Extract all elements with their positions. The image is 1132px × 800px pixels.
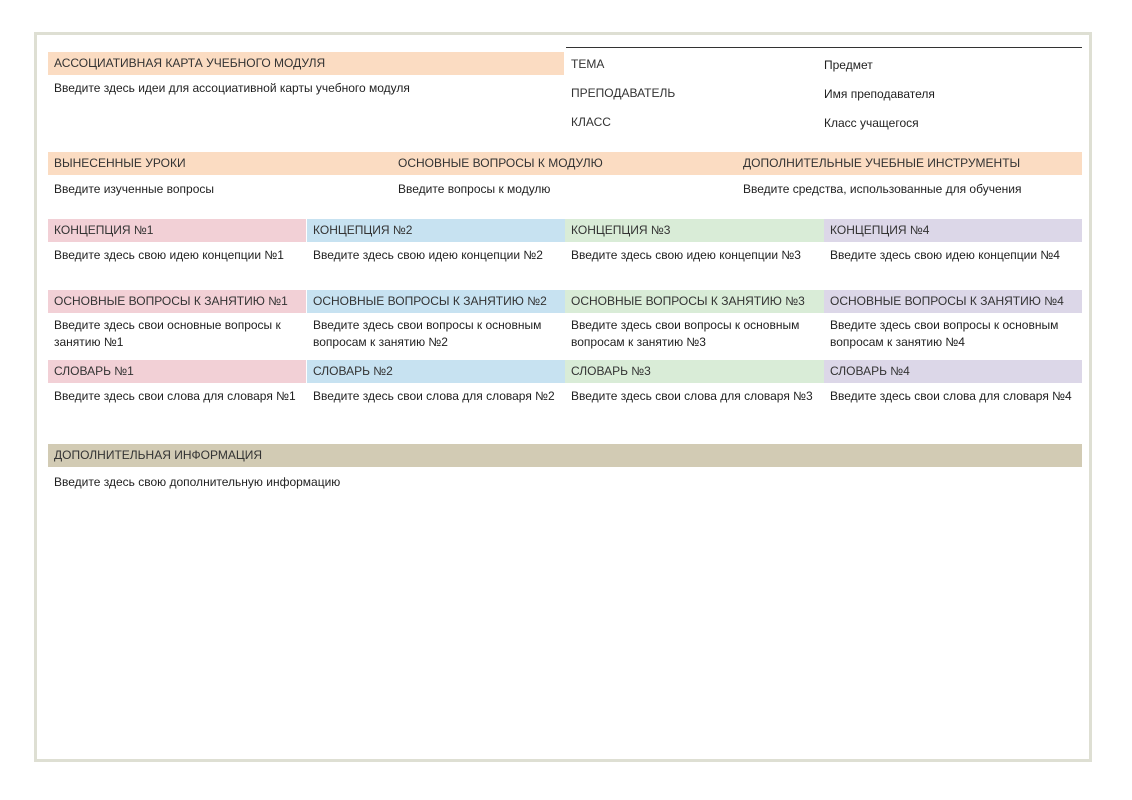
topic-label: ТЕМА (571, 57, 605, 71)
vocabulary-4-header (824, 360, 1082, 383)
lessons-title: ВЫНЕСЕННЫЕ УРОКИ (54, 156, 186, 170)
vocabulary-1-text[interactable]: Введите здесь свои слова для словаря №1 (54, 389, 296, 403)
vocabulary-2-text[interactable]: Введите здесь свои слова для словаря №2 (313, 389, 555, 403)
vocabulary-4-title: СЛОВАРЬ №4 (830, 364, 910, 378)
questions-title: ОСНОВНЫЕ ВОПРОСЫ К МОДУЛЮ (398, 156, 603, 170)
lesson-questions-1-header (48, 290, 306, 313)
lessons-text[interactable]: Введите изученные вопросы (54, 182, 214, 196)
tools-header (737, 152, 1082, 175)
vocabulary-4-text[interactable]: Введите здесь свои слова для словаря №4 (830, 389, 1072, 403)
lesson-questions-3-header (565, 290, 824, 313)
vocabulary-1-title: СЛОВАРЬ №1 (54, 364, 134, 378)
vocabulary-2-header (307, 360, 565, 383)
questions-text[interactable]: Введите вопросы к модулю (398, 182, 551, 196)
tools-text[interactable]: Введите средства, использованные для обучения (743, 182, 1022, 196)
concept-1-text[interactable]: Введите здесь свою идею концепции №1 (54, 248, 284, 262)
concept-2-text[interactable]: Введите здесь свою идею концепции №2 (313, 248, 543, 262)
vocabulary-3-header (565, 360, 824, 383)
module-map-header (48, 52, 564, 75)
module-map-title: АССОЦИАТИВНАЯ КАРТА УЧЕБНОГО МОДУЛЯ (54, 56, 326, 70)
concept-2-header (307, 219, 565, 242)
lesson-questions-3-text[interactable]: Введите здесь свои вопросы к основным вопросам к занятию №3 (571, 318, 800, 349)
module-map-text[interactable]: Введите здесь идеи для ассоциативной карты учебного модуля (54, 81, 410, 95)
vocabulary-3-text[interactable]: Введите здесь свои слова для словаря №3 (571, 389, 813, 403)
concept-4-title: КОНЦЕПЦИЯ №4 (830, 223, 930, 237)
concept-1-header (48, 219, 306, 242)
class-value[interactable]: Класс учащегося (824, 116, 919, 130)
teacher-value[interactable]: Имя преподавателя (824, 87, 935, 101)
lesson-questions-2-title: ОСНОВНЫЕ ВОПРОСЫ К ЗАНЯТИЮ №2 (313, 294, 547, 308)
questions-header (392, 152, 736, 175)
concept-4-header (824, 219, 1082, 242)
concept-3-text[interactable]: Введите здесь свою идею концепции №3 (571, 248, 801, 262)
lesson-questions-1-title: ОСНОВНЫЕ ВОПРОСЫ К ЗАНЯТИЮ №1 (54, 294, 288, 308)
teacher-label: ПРЕПОДАВАТЕЛЬ (571, 86, 676, 100)
lesson-questions-4-title: ОСНОВНЫЕ ВОПРОСЫ К ЗАНЯТИЮ №4 (830, 294, 1064, 308)
vocabulary-3-title: СЛОВАРЬ №3 (571, 364, 651, 378)
lessons-header (48, 152, 392, 175)
lesson-questions-2-text[interactable]: Введите здесь свои вопросы к основным вопросам к занятию №2 (313, 318, 542, 349)
concept-2-title: КОНЦЕПЦИЯ №2 (313, 223, 413, 237)
vocabulary-2-title: СЛОВАРЬ №2 (313, 364, 393, 378)
concept-3-header (565, 219, 824, 242)
additional-info-text[interactable]: Введите здесь свою дополнительную информацию (54, 475, 341, 489)
concept-3-title: КОНЦЕПЦИЯ №3 (571, 223, 671, 237)
tools-title: ДОПОЛНИТЕЛЬНЫЕ УЧЕБНЫЕ ИНСТРУМЕНТЫ (743, 156, 1021, 170)
vocabulary-1-header (48, 360, 306, 383)
lesson-questions-2-header (307, 290, 565, 313)
lesson-questions-4-text[interactable]: Введите здесь свои вопросы к основным вопросам к занятию №4 (830, 318, 1059, 349)
lesson-questions-4-header (824, 290, 1082, 313)
meta-top-line (566, 47, 1082, 48)
topic-value[interactable]: Предмет (824, 58, 873, 72)
lesson-questions-3-title: ОСНОВНЫЕ ВОПРОСЫ К ЗАНЯТИЮ №3 (571, 294, 805, 308)
concept-4-text[interactable]: Введите здесь свою идею концепции №4 (830, 248, 1060, 262)
additional-info-title: ДОПОЛНИТЕЛЬНАЯ ИНФОРМАЦИЯ (54, 448, 262, 462)
concept-1-title: КОНЦЕПЦИЯ №1 (54, 223, 154, 237)
additional-info-header (48, 444, 1082, 467)
class-label: КЛАСС (571, 115, 611, 129)
lesson-questions-1-text[interactable]: Введите здесь свои основные вопросы к занятию №1 (54, 318, 281, 349)
